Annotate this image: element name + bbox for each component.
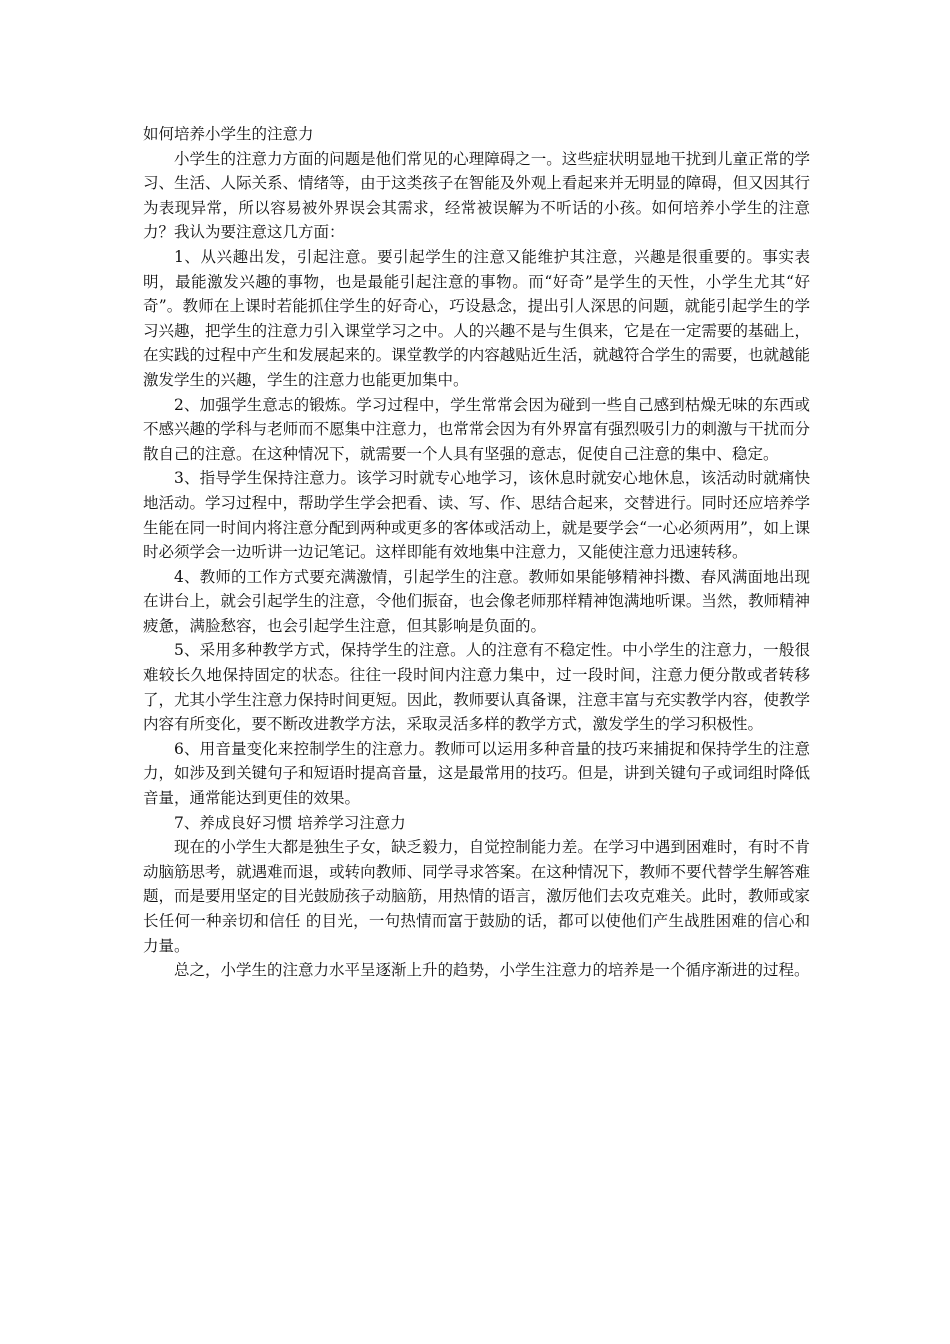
paragraph-point-4: 4、教师的工作方式要充满激情，引起学生的注意。教师如果能够精神抖擞、春风满面地出现在讲台上，就会引起学生的注意，令他们振奋，也会像老师那样精神饱满地听课。当然，教师精神疲惫，满脸愁容，也会引起学生注意，但其影响是负面的。 (143, 567, 810, 635)
paragraph-point-7-heading: 7、养成良好习惯 培养学习注意力 (174, 813, 406, 832)
paragraph-point-3: 3、指导学生保持注意力。该学习时就专心地学习，该休息时就安心地休息，该活动时就痛快地活动。学习过程中，帮助学生学会把看、读、写、作、思结合起来，交替进行。同时还应培养学生能在同一时间内将注意分配到两种或更多的客体或活动上，就是要学会“一心必须两用”，如上课时必须学会一边听讲一边记笔记。这样即能有效地集中注意力，又能使注意力迅速转移。 (143, 469, 810, 562)
paragraph-point-7-body: 现在的小学生大都是独生子女，缺乏毅力，自觉控制能力差。在学习中遇到困难时，有时不肯动脑筋思考，就遇难而退，或转向教师、同学寻求答案。在这种情况下，教师不要代替学生解答难题，而是要用坚定的目光鼓励孩子动脑筋，用热情的语言，激厉他们去攻克难关。此时，教师或家长任何一种亲切和信任 的目光，一句热情而富于鼓励的话，都可以使他们产生战胜困难的信心和力量。 (143, 838, 810, 955)
paragraph-point-5: 5、采用多种教学方式，保持学生的注意。人的注意有不稳定性。中小学生的注意力，一般很难较长久地保持固定的状态。往往一段时间内注意力集中，过一段时间，注意力便分散或者转移了，尤其小学生注意力保持时间更短。因此，教师要认真备课，注意丰富与充实教学内容，使教学内容有所变化，要不断改进教学方法，采取灵活多样的教学方式，激发学生的学习积极性。 (143, 641, 810, 734)
paragraph-intro: 小学生的注意力方面的问题是他们常见的心理障碍之一。这些症状明显地干扰到儿童正常的学习、生活、人际关系、情绪等，由于这类孩子在智能及外观上看起来并无明显的障碍，但又因其行为表现异常，所以容易被外界误会其需求，经常被误解为不听话的小孩。如何培养小学生的注意力？我认为要注意这几方面： (143, 149, 810, 242)
paragraph-point-6: 6、用音量变化来控制学生的注意力。教师可以运用多种音量的技巧来捕捉和保持学生的注意力，如涉及到关键句子和短语时提高音量，这是最常用的技巧。但是，讲到关键句子或词组时降低音量，通常能达到更佳的效果。 (143, 739, 810, 808)
document-title: 如何培养小学生的注意力 (143, 125, 314, 143)
paragraph-point-2: 2、加强学生意志的锻炼。学习过程中，学生常常会因为碰到一些自己感到枯燥无味的东西或不感兴趣的学科与老师而不愿集中注意力，也常常会因为有外界富有强烈吸引力的刺激与干扰而分散自己的注意。在这种情况下，就需要一个人具有坚强的意志，促使自己注意的集中、稳定。 (143, 395, 810, 463)
paragraph-point-1: 1、从兴趣出发，引起注意。要引起学生的注意又能维护其注意，兴趣是很重要的。事实表明，最能激发兴趣的事物，也是最能引起注意的事物。而“好奇”是学生的天性，小学生尤其“好奇”。教师在上课时若能抓住学生的好奇心，巧设悬念，提出引人深思的问题，就能引起学生的学习兴趣，把学生的注意力引入课堂学习之中。人的兴趣不是与生俱来，它是在一定需要的基础上，在实践的过程中产生和发展起来的。课堂教学的内容越贴近生活，就越符合学生的需要，也就越能激发学生的兴趣，学生的注意力也能更加集中。 (143, 247, 810, 389)
paragraph-conclusion: 总之，小学生的注意力水平呈逐渐上升的趋势，小学生注意力的培养是一个循序渐进的过程。 (174, 961, 810, 980)
document-body (143, 122, 810, 983)
